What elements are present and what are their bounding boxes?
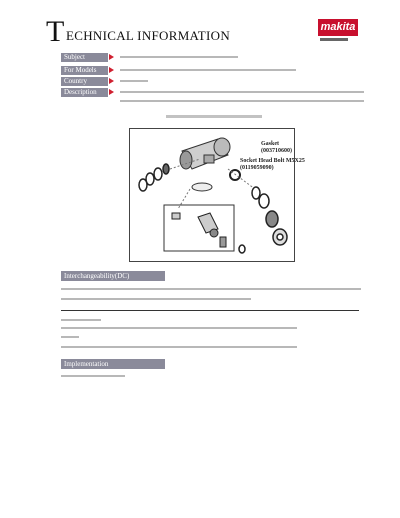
note-text-2 xyxy=(61,327,297,329)
subject-value xyxy=(120,56,238,58)
country-value xyxy=(120,80,148,82)
arrow-icon xyxy=(109,89,114,95)
section-interchangeability: Interchangeability(DC) xyxy=(61,271,165,281)
logo-code-lines-icon xyxy=(320,37,350,42)
diagram-caption xyxy=(166,115,262,118)
title-initial: T xyxy=(46,15,65,48)
note-text-1 xyxy=(61,319,101,321)
description-line-2 xyxy=(120,100,364,102)
implementation-text xyxy=(61,375,125,377)
makita-logo xyxy=(318,19,358,47)
divider xyxy=(61,310,359,311)
interchange-text-1 xyxy=(61,288,361,290)
bolt-label xyxy=(240,158,305,172)
field-label-country: Country xyxy=(61,77,108,86)
description-line-1 xyxy=(120,91,364,93)
gasket-code: (003710600) xyxy=(261,148,292,154)
page-title: ECHNICAL INFORMATION xyxy=(66,28,231,43)
note-text-4 xyxy=(61,346,297,348)
bolt-code: (0119059090) xyxy=(240,165,274,171)
field-label-subject: Subject xyxy=(61,53,108,62)
arrow-icon xyxy=(109,54,114,60)
logo-text: makita xyxy=(318,19,358,36)
arrow-icon xyxy=(109,78,114,84)
field-label-description: Description xyxy=(61,88,108,97)
gasket-name: Gasket xyxy=(261,141,279,147)
arrow-icon xyxy=(109,67,114,73)
section-implementation: Implementation xyxy=(61,359,165,369)
field-label-models: For Models xyxy=(61,66,108,75)
interchange-text-2 xyxy=(61,298,251,300)
bolt-name: Socket Head Bolt M5X25 xyxy=(240,158,305,164)
logo-code xyxy=(320,37,350,44)
gasket-label xyxy=(261,141,292,155)
note-text-3 xyxy=(61,336,79,338)
models-value xyxy=(120,69,296,71)
